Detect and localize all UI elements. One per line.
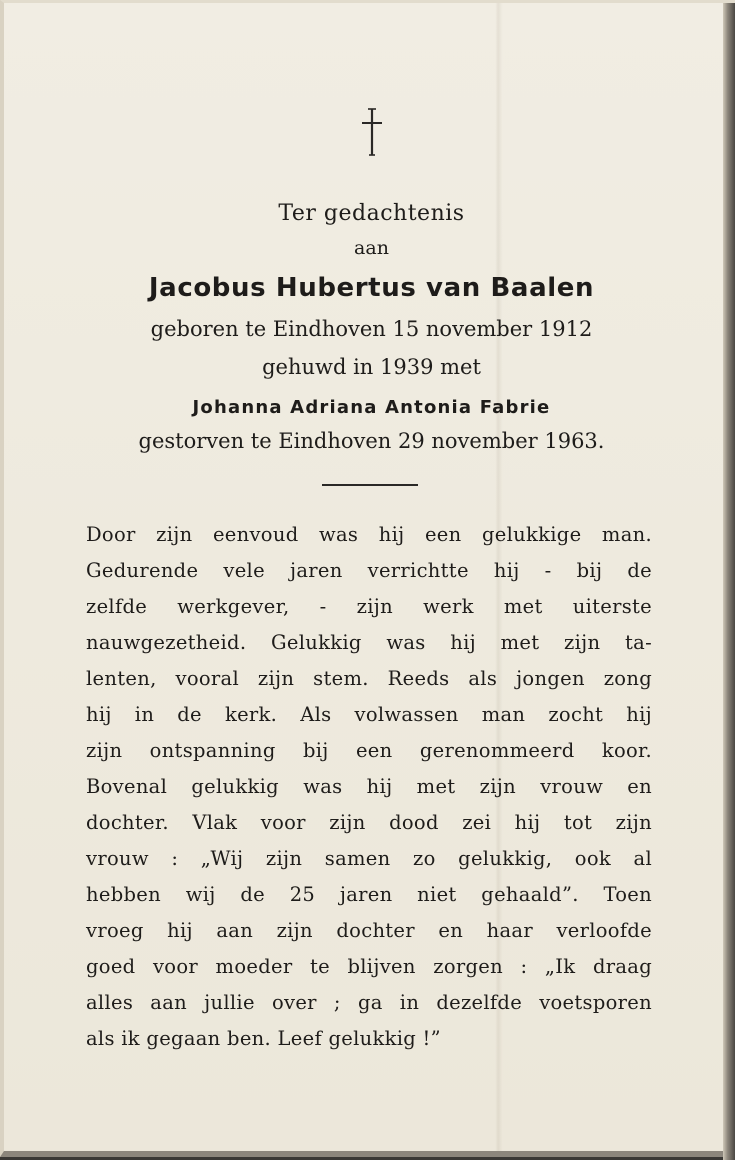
text-line: hij in de kerk. Als volwassen man zocht hij [86, 703, 652, 726]
spouse-name: Johanna Adriana Antonia Fabrie [192, 397, 551, 418]
text-line: Gedurende vele jaren verrichtte hij - bij de [86, 559, 652, 582]
text-line: nauwgezetheid. Gelukkig was hij met zijn ta- [86, 631, 652, 654]
text-line: dochter. Vlak voor zijn dood zei hij tot zijn [86, 811, 652, 834]
text-line: als ik gegaan ben. Leef gelukkig !” [86, 1027, 441, 1050]
text-line: Bovenal gelukkig was hij met zijn vrouw en [86, 775, 652, 798]
text-line: alles aan jullie over ; ga in dezelfde voetsporen [86, 991, 652, 1014]
text-line: vroeg hij aan zijn dochter en haar verloofde [86, 919, 652, 942]
text-line: hebben wij de 25 jaren niet gehaald”. Toen [86, 883, 652, 906]
text-line: zijn ontspanning bij een gerenommeerd koor. [86, 739, 652, 762]
text-line: zelfde werkgever, - zijn werk met uiterste [86, 595, 652, 618]
cross-icon [359, 107, 385, 157]
text-line: goed voor moeder te blijven zorgen : „Ik draag [86, 955, 652, 978]
memorial-text [86, 517, 652, 1057]
text-line: Door zijn eenvoud was hij een gelukkige man. [86, 523, 652, 546]
text-line: vrouw : „Wij zijn samen zo gelukkig, ook al [86, 847, 652, 870]
deceased-name: Jacobus Hubertus van Baalen [148, 273, 595, 303]
birth-line: geboren te Eindhoven 15 november 1912 [150, 317, 593, 341]
death-line: gestorven te Eindhoven 29 november 1963. [138, 429, 605, 453]
intro-aan: aan [354, 237, 389, 259]
divider [322, 484, 418, 486]
intro-text: Ter gedachtenis [278, 201, 465, 226]
text-line: lenten, vooral zijn stem. Reeds als jongen zong [86, 667, 652, 690]
card-edge [723, 3, 735, 1160]
marriage-line: gehuwd in 1939 met [262, 355, 481, 379]
